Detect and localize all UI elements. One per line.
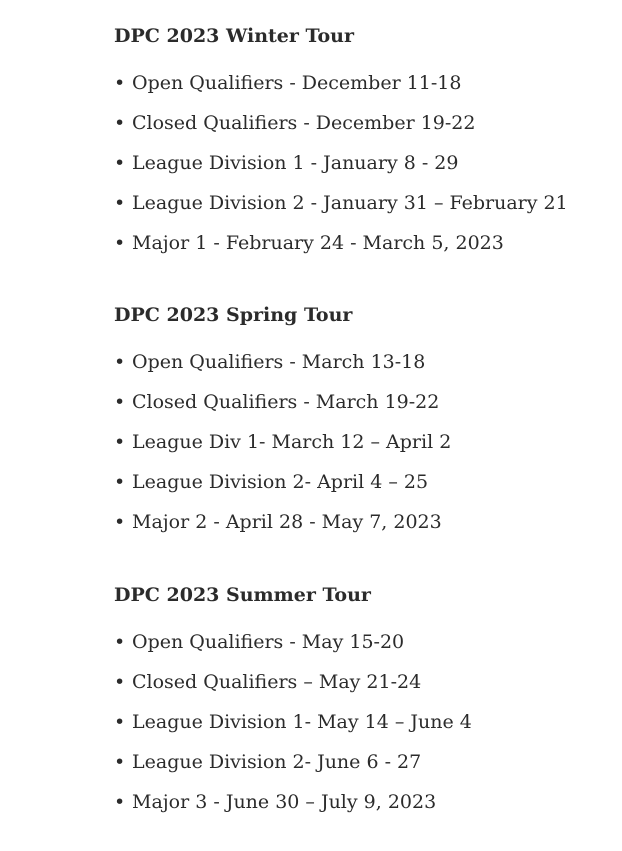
list-item	[114, 71, 568, 111]
list-item	[114, 191, 568, 231]
bullet-icon: •	[114, 232, 126, 254]
list-item-text: League Division 2- June 6 - 27	[132, 751, 422, 773]
schedule-list	[114, 350, 451, 550]
bullet-icon: •	[114, 112, 126, 134]
list-item-text: Open Qualifiers - May 15-20	[132, 631, 405, 653]
schedule-list	[114, 630, 472, 830]
list-item	[114, 231, 568, 271]
list-item-text: Open Qualifiers - December 11-18	[132, 72, 462, 94]
list-item-text: Open Qualifiers - March 13-18	[132, 351, 426, 373]
summer-tour-section	[114, 583, 614, 813]
list-item	[114, 710, 472, 750]
list-item-text: Major 2 - April 28 - May 7, 2023	[132, 511, 442, 533]
list-item-text: Closed Qualifiers – May 21-24	[132, 671, 422, 693]
bullet-icon: •	[114, 391, 126, 413]
section-heading: DPC 2023 Winter Tour	[114, 25, 354, 47]
list-item	[114, 750, 472, 790]
list-item-text: League Div 1- March 12 – April 2	[132, 431, 452, 453]
bullet-icon: •	[114, 671, 126, 693]
list-item	[114, 630, 472, 670]
section-heading: DPC 2023 Summer Tour	[114, 584, 371, 606]
list-item	[114, 390, 451, 430]
list-item	[114, 350, 451, 390]
bullet-icon: •	[114, 431, 126, 453]
list-item-text: League Division 1 - January 8 - 29	[132, 152, 459, 174]
bullet-icon: •	[114, 152, 126, 174]
list-item-text: League Division 2 - January 31 – February 21	[132, 192, 568, 214]
list-item-text: Closed Qualifiers - March 19-22	[132, 391, 440, 413]
bullet-icon: •	[114, 192, 126, 214]
list-item-text: League Division 2- April 4 – 25	[132, 471, 429, 493]
list-item	[114, 670, 472, 710]
list-item	[114, 790, 472, 830]
list-item-text: Major 1 - February 24 - March 5, 2023	[132, 232, 504, 254]
bullet-icon: •	[114, 511, 126, 533]
bullet-icon: •	[114, 791, 126, 813]
bullet-icon: •	[114, 751, 126, 773]
list-item	[114, 151, 568, 191]
winter-tour-section	[114, 24, 614, 254]
bullet-icon: •	[114, 471, 126, 493]
list-item	[114, 470, 451, 510]
list-item-text: League Division 1- May 14 – June 4	[132, 711, 472, 733]
spring-tour-section	[114, 303, 614, 533]
bullet-icon: •	[114, 72, 126, 94]
list-item	[114, 111, 568, 151]
list-item-text: Major 3 - June 30 – July 9, 2023	[132, 791, 437, 813]
list-item	[114, 430, 451, 470]
list-item	[114, 510, 451, 550]
bullet-icon: •	[114, 631, 126, 653]
bullet-icon: •	[114, 351, 126, 373]
list-item-text: Closed Qualifiers - December 19-22	[132, 112, 476, 134]
schedule-list	[114, 71, 568, 271]
section-heading: DPC 2023 Spring Tour	[114, 304, 353, 326]
bullet-icon: •	[114, 711, 126, 733]
